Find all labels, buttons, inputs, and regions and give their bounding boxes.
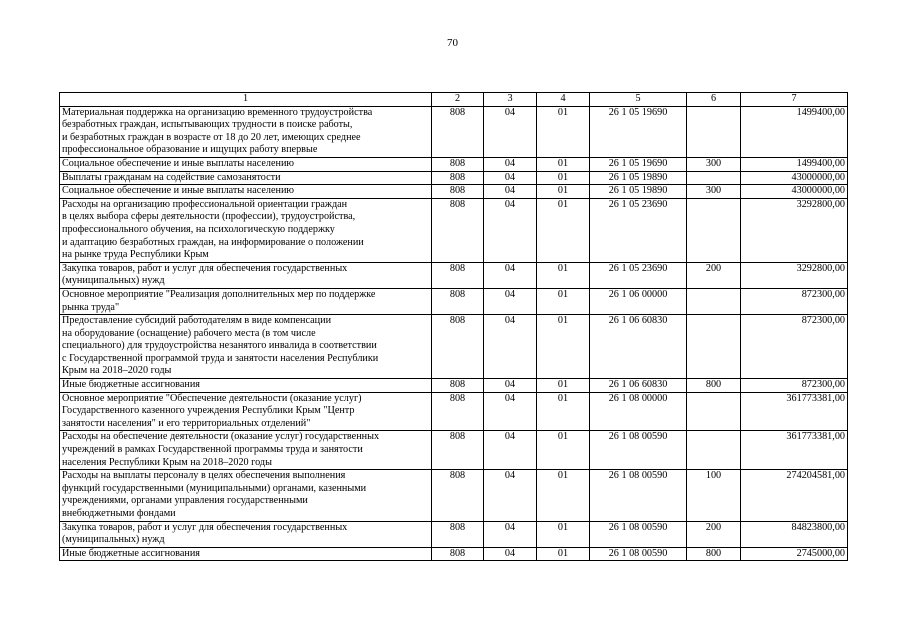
amount-cell: 3292800,00	[741, 262, 848, 288]
section-code-cell: 04	[484, 392, 537, 431]
expense-type-cell	[687, 106, 741, 157]
row-name-cell: Иные бюджетные ассигнования	[60, 379, 432, 393]
subsection-code-cell: 01	[537, 262, 590, 288]
expense-type-cell: 800	[687, 547, 741, 561]
ministry-code-cell: 808	[432, 171, 484, 185]
target-article-cell: 26 1 08 00590	[590, 547, 687, 561]
table-row	[60, 106, 848, 157]
subsection-code-cell: 01	[537, 392, 590, 431]
section-code-cell: 04	[484, 185, 537, 199]
ministry-code-cell: 808	[432, 470, 484, 521]
section-code-cell: 04	[484, 547, 537, 561]
row-name-cell: Материальная поддержка на организацию временного трудоустройства безработных граждан, испытывающих трудности в поиске работы, и безработных граждан в возрасте от 18 до 20 лет, имеющих среднее профессиональное образование и ищущих работу впервые	[60, 106, 432, 157]
target-article-cell: 26 1 08 00590	[590, 431, 687, 470]
target-article-cell: 26 1 06 60830	[590, 315, 687, 379]
row-name-cell: Предоставление субсидий работодателям в виде компенсации на оборудование (оснащение) рабочего места (в том числе специального) для трудоустройства незанятого инвалида в соответствии с Государственной программой труда и занятости населения Республики Крым на 2018–2020 годы	[60, 315, 432, 379]
expense-type-cell: 100	[687, 470, 741, 521]
ministry-code-cell: 808	[432, 547, 484, 561]
row-name-cell: Социальное обеспечение и иные выплаты населению	[60, 185, 432, 199]
target-article-cell: 26 1 05 19890	[590, 185, 687, 199]
amount-cell: 361773381,00	[741, 392, 848, 431]
ministry-code-cell: 808	[432, 392, 484, 431]
page-number: 70	[447, 37, 458, 49]
row-name-cell: Расходы на организацию профессиональной ориентации граждан в целях выбора сферы деятельности (профессии), трудоустройства, профессионального обучения, на психологическую поддержку и адаптацию безработных граждан, на информирование о положении на рынке труда Республики Крым	[60, 198, 432, 262]
column-header: 4	[537, 93, 590, 107]
section-code-cell: 04	[484, 431, 537, 470]
section-code-cell: 04	[484, 470, 537, 521]
target-article-cell: 26 1 08 00590	[590, 470, 687, 521]
section-code-cell: 04	[484, 171, 537, 185]
amount-cell: 1499400,00	[741, 106, 848, 157]
ministry-code-cell: 808	[432, 315, 484, 379]
ministry-code-cell: 808	[432, 106, 484, 157]
section-code-cell: 04	[484, 288, 537, 314]
expense-type-cell	[687, 288, 741, 314]
column-header: 2	[432, 93, 484, 107]
row-name-cell: Основное мероприятие "Реализация дополнительных мер по поддержке рынка труда"	[60, 288, 432, 314]
table-row	[60, 171, 848, 185]
subsection-code-cell: 01	[537, 470, 590, 521]
row-name-cell: Расходы на выплаты персоналу в целях обеспечения выполнения функций государственными (муниципальными) органами, казенными учреждениями, органами управления государственными внебюджетными фондами	[60, 470, 432, 521]
expense-type-cell: 300	[687, 157, 741, 171]
amount-cell: 872300,00	[741, 379, 848, 393]
expense-type-cell: 200	[687, 262, 741, 288]
row-name-cell: Выплаты гражданам на содействие самозанятости	[60, 171, 432, 185]
table-row	[60, 157, 848, 171]
row-name-cell: Закупка товаров, работ и услуг для обеспечения государственных (муниципальных) нужд	[60, 262, 432, 288]
ministry-code-cell: 808	[432, 521, 484, 547]
expense-type-cell: 200	[687, 521, 741, 547]
subsection-code-cell: 01	[537, 288, 590, 314]
amount-cell: 43000000,00	[741, 171, 848, 185]
target-article-cell: 26 1 05 19890	[590, 171, 687, 185]
column-header: 3	[484, 93, 537, 107]
expense-type-cell	[687, 315, 741, 379]
table-row	[60, 288, 848, 314]
column-header: 1	[60, 93, 432, 107]
ministry-code-cell: 808	[432, 431, 484, 470]
column-number-row	[60, 93, 848, 107]
target-article-cell: 26 1 05 19690	[590, 157, 687, 171]
target-article-cell: 26 1 05 23690	[590, 198, 687, 262]
subsection-code-cell: 01	[537, 171, 590, 185]
subsection-code-cell: 01	[537, 431, 590, 470]
amount-cell: 43000000,00	[741, 185, 848, 199]
table-row	[60, 185, 848, 199]
amount-cell: 2745000,00	[741, 547, 848, 561]
ministry-code-cell: 808	[432, 198, 484, 262]
target-article-cell: 26 1 06 60830	[590, 379, 687, 393]
table-row	[60, 198, 848, 262]
section-code-cell: 04	[484, 521, 537, 547]
budget-table	[59, 92, 848, 561]
ministry-code-cell: 808	[432, 262, 484, 288]
section-code-cell: 04	[484, 262, 537, 288]
ministry-code-cell: 808	[432, 157, 484, 171]
amount-cell: 3292800,00	[741, 198, 848, 262]
row-name-cell: Основное мероприятие "Обеспечение деятельности (оказание услуг) Государственного казенного учреждения Республики Крым "Центр занятости населения" и его территориальных отделений"	[60, 392, 432, 431]
table-row	[60, 262, 848, 288]
ministry-code-cell: 808	[432, 379, 484, 393]
ministry-code-cell: 808	[432, 288, 484, 314]
subsection-code-cell: 01	[537, 379, 590, 393]
target-article-cell: 26 1 05 23690	[590, 262, 687, 288]
amount-cell: 872300,00	[741, 288, 848, 314]
ministry-code-cell: 808	[432, 185, 484, 199]
target-article-cell: 26 1 08 00590	[590, 521, 687, 547]
expense-type-cell	[687, 392, 741, 431]
table-row	[60, 315, 848, 379]
subsection-code-cell: 01	[537, 106, 590, 157]
table-row	[60, 547, 848, 561]
section-code-cell: 04	[484, 157, 537, 171]
row-name-cell: Закупка товаров, работ и услуг для обеспечения государственных (муниципальных) нужд	[60, 521, 432, 547]
row-name-cell: Социальное обеспечение и иные выплаты населению	[60, 157, 432, 171]
subsection-code-cell: 01	[537, 185, 590, 199]
expense-type-cell	[687, 171, 741, 185]
target-article-cell: 26 1 06 00000	[590, 288, 687, 314]
column-header: 7	[741, 93, 848, 107]
amount-cell: 872300,00	[741, 315, 848, 379]
subsection-code-cell: 01	[537, 198, 590, 262]
target-article-cell: 26 1 08 00000	[590, 392, 687, 431]
table-row	[60, 521, 848, 547]
subsection-code-cell: 01	[537, 315, 590, 379]
table-row	[60, 470, 848, 521]
subsection-code-cell: 01	[537, 547, 590, 561]
expense-type-cell: 300	[687, 185, 741, 199]
table-row	[60, 379, 848, 393]
amount-cell: 361773381,00	[741, 431, 848, 470]
section-code-cell: 04	[484, 379, 537, 393]
subsection-code-cell: 01	[537, 521, 590, 547]
section-code-cell: 04	[484, 315, 537, 379]
amount-cell: 84823800,00	[741, 521, 848, 547]
expense-type-cell: 800	[687, 379, 741, 393]
section-code-cell: 04	[484, 106, 537, 157]
subsection-code-cell: 01	[537, 157, 590, 171]
expense-type-cell	[687, 198, 741, 262]
table-row	[60, 431, 848, 470]
section-code-cell: 04	[484, 198, 537, 262]
expense-type-cell	[687, 431, 741, 470]
amount-cell: 1499400,00	[741, 157, 848, 171]
column-header: 6	[687, 93, 741, 107]
target-article-cell: 26 1 05 19690	[590, 106, 687, 157]
row-name-cell: Иные бюджетные ассигнования	[60, 547, 432, 561]
row-name-cell: Расходы на обеспечение деятельности (оказание услуг) государственных учреждений в рамках Государственной программы труда и занятости населения Республики Крым на 2018–2020 годы	[60, 431, 432, 470]
column-header: 5	[590, 93, 687, 107]
amount-cell: 274204581,00	[741, 470, 848, 521]
table-row	[60, 392, 848, 431]
